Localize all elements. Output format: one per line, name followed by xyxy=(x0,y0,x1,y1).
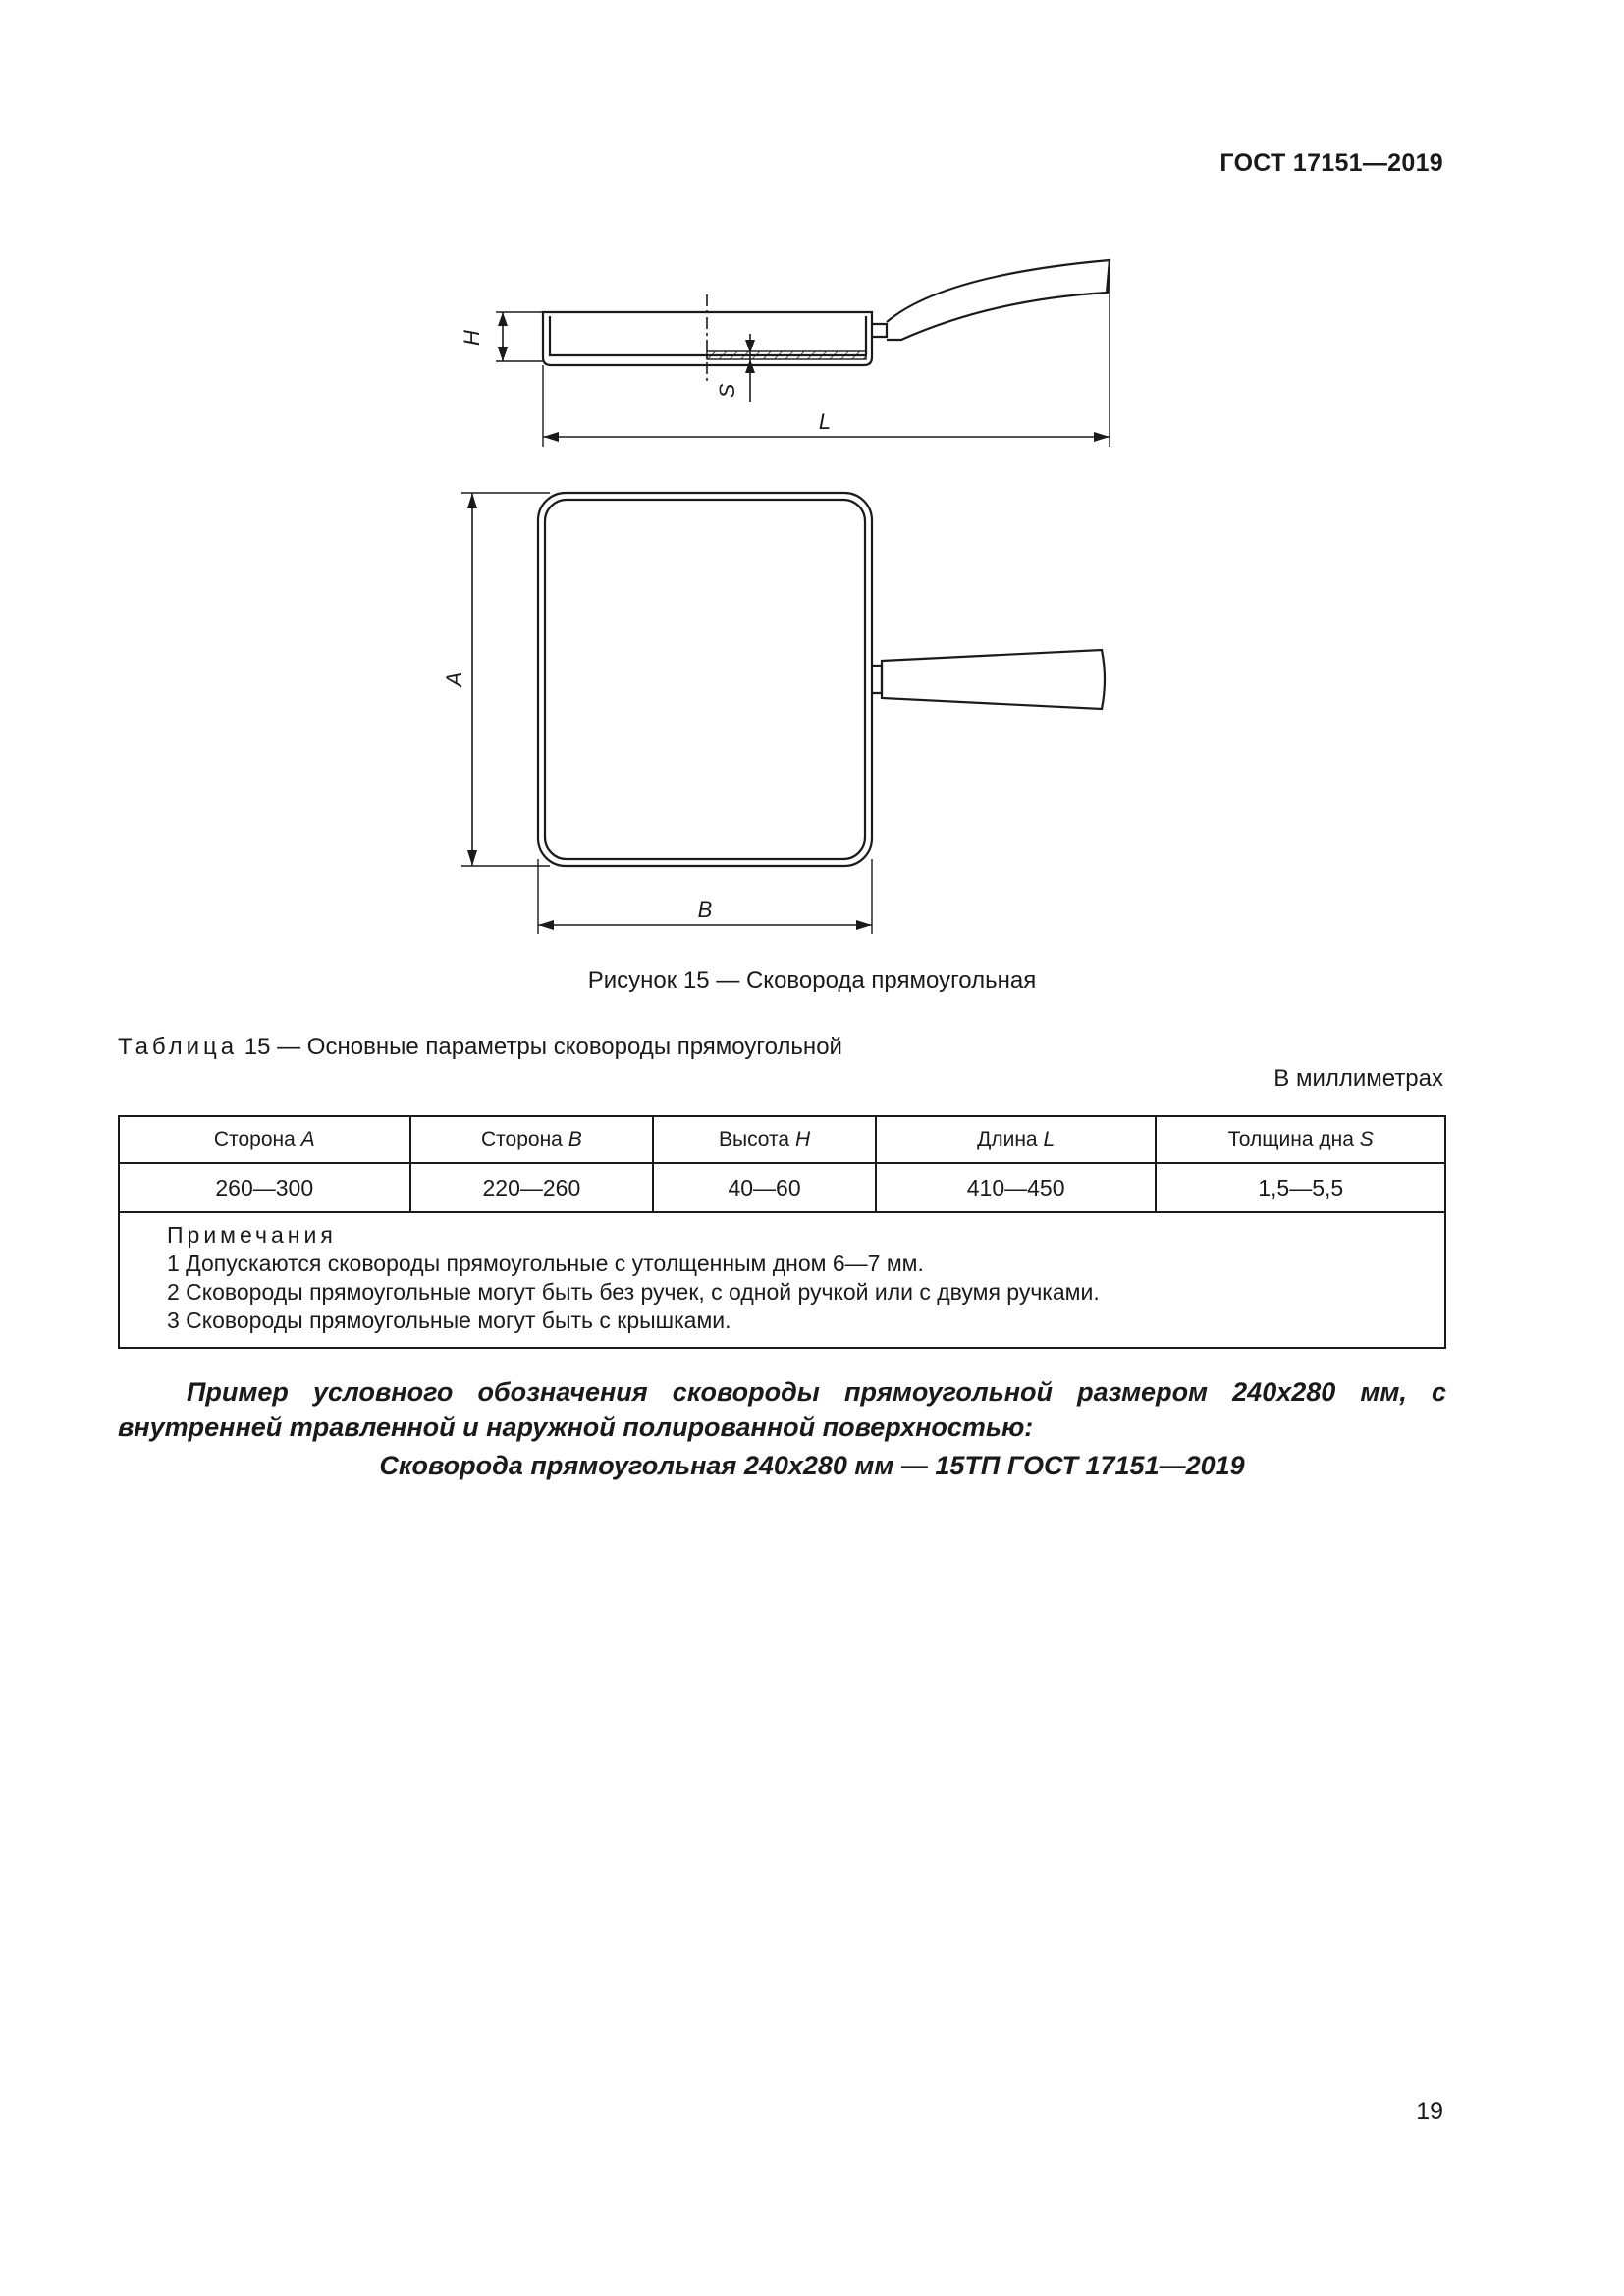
dim-label-h: H xyxy=(460,330,484,346)
table-header-row xyxy=(119,1116,1445,1163)
table-title xyxy=(118,1034,842,1061)
note-2: 2 Сковороды прямоугольные могут быть без ручек, с одной ручкой или с двумя ручками. xyxy=(167,1279,1100,1305)
value-thickness: 1,5—5,5 xyxy=(1156,1163,1445,1212)
note-3: 3 Сковороды прямоугольные могут быть с крышками. xyxy=(167,1308,731,1333)
notes-title: Примечания xyxy=(167,1222,337,1248)
value-side-a: 260—300 xyxy=(119,1163,410,1212)
standard-header: ГОСТ 17151—2019 xyxy=(1219,149,1443,177)
page-number: 19 xyxy=(1416,2098,1443,2125)
pan-top-view xyxy=(461,493,1105,934)
parameters-table xyxy=(118,1115,1446,1349)
header-thickness: Толщина дна S xyxy=(1156,1116,1445,1163)
dim-label-b: B xyxy=(697,897,713,922)
table-row xyxy=(119,1163,1445,1212)
pan-drawing xyxy=(0,0,1624,982)
table-title-rest: 15 — Основные параметры сковороды прямоугольной xyxy=(238,1034,842,1060)
dim-label-l: L xyxy=(818,409,832,434)
notes-cell xyxy=(119,1212,1445,1348)
figure-caption: Рисунок 15 — Сковорода прямоугольная xyxy=(587,967,1037,993)
note-1: 1 Допускаются сковороды прямоугольные с утолщенным дном 6—7 мм. xyxy=(167,1251,924,1276)
table-title-word: Таблица xyxy=(118,1034,239,1060)
header-side-a: Сторона A xyxy=(119,1116,410,1163)
header-height: Высота H xyxy=(653,1116,876,1163)
header-side-b: Сторона B xyxy=(410,1116,654,1163)
example-designation: Сковорода прямоугольная 240х280 мм — 15ТП ГОСТ 17151—2019 xyxy=(379,1451,1245,1480)
dim-label-a: A xyxy=(442,671,466,687)
value-side-b: 220—260 xyxy=(410,1163,654,1212)
example-text: Пример условного обозначения сковороды прямоугольной размером 240х280 мм, с внутренней травленной и наружной полированной поверхностью: xyxy=(118,1377,1446,1442)
notes-row xyxy=(119,1212,1445,1348)
pan-side-view xyxy=(496,260,1110,447)
value-length: 410—450 xyxy=(876,1163,1157,1212)
header-length: Длина L xyxy=(876,1116,1157,1163)
table-units: В миллиметрах xyxy=(1273,1065,1443,1092)
value-height: 40—60 xyxy=(653,1163,876,1212)
dim-label-s: S xyxy=(715,383,739,399)
